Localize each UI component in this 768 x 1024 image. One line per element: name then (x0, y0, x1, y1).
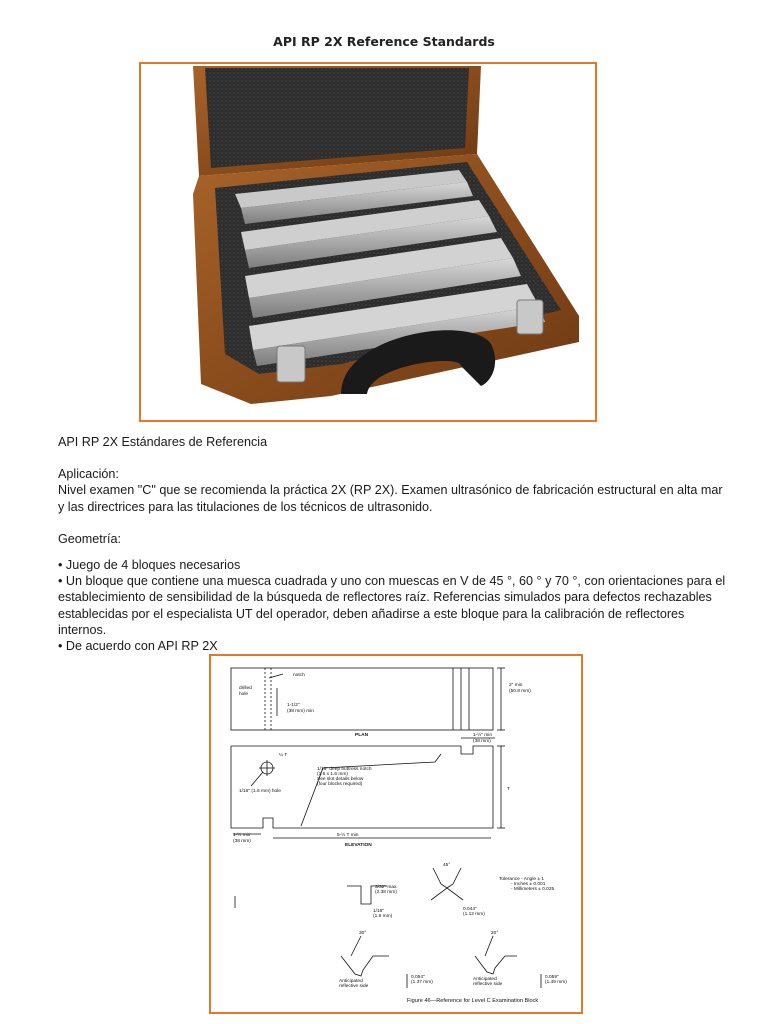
label-top-right-min: 1-½" min (473, 733, 493, 738)
bullet-item: • Un bloque que contiene una muesca cuadrada y uno con muescas en V de 45 °, 60 ° y 70 °, con orientaciones para el establecimiento de sensibilidad de la búsqueda de reflectores raíz. Referencias simulados para defectos rechazables establecidas por el especialista UT del operador, deben añadirse a este bloque para la calibración de reflectores internos. (58, 574, 726, 637)
geometria-label: Geometría: (58, 531, 121, 546)
bullet-item: • Juego de 4 bloques necesarios (58, 558, 241, 573)
label-buttress-3: See slot details below (317, 777, 364, 782)
label-50-8mm: (50.8 mm) (509, 689, 531, 694)
label-dim-1-5: 1-1/2" (287, 703, 300, 708)
bullet-item: • De acuerdo con API RP 2X (58, 639, 218, 654)
reference-block-case-photo (139, 62, 597, 422)
label-left-min: 1-½ min (233, 833, 251, 838)
label-reflective-2: reflective side (473, 982, 503, 987)
label-drilled: drilled (239, 686, 252, 691)
label-anticipated-1: Anticipated (339, 979, 363, 984)
label-reflective-1: reflective side (339, 984, 369, 989)
label-angle-30: 30° (359, 931, 367, 936)
body-text (58, 434, 728, 654)
label-plan: PLAN (355, 733, 369, 738)
label-2-min: 2" min (509, 683, 523, 688)
label-tolerance-1: Tolerance - Angle ± 1 (499, 877, 545, 882)
label-1-16: 1/16" (373, 909, 385, 914)
v-notch-30-detail (341, 956, 389, 976)
briefcase-illustration (141, 64, 595, 420)
label-anticipated-2: Anticipated (473, 977, 497, 982)
figure-caption: Figure 46—Reference for Level C Examination Block (407, 998, 539, 1004)
label-angle-45: 45° (443, 863, 451, 868)
reference-block-drawing (209, 654, 583, 1014)
label-0-054: 0.054" (411, 975, 425, 980)
label-1-49mm: (1.49 mm) (545, 980, 567, 985)
label-tolerance-2: - Inches ± 0.001 (511, 882, 546, 887)
label-1-6mm: (1.6 mm) (373, 914, 393, 919)
label-hole: hole (239, 692, 249, 697)
label-0-059: 0.059" (545, 975, 559, 980)
label-hole-size: 1/16" (1.6 mm) hole (239, 789, 281, 794)
left-latch (277, 346, 305, 382)
technical-drawing (211, 656, 581, 1012)
label-1-12mm: (1.12 mm) (463, 912, 485, 917)
v-notch-20-detail (475, 956, 517, 974)
label-0-044: 0.044" (463, 907, 477, 912)
label-left-38mm: (38 mm) (233, 839, 251, 844)
label-1-37mm: (1.37 mm) (411, 980, 433, 985)
elevation-view-outline (231, 746, 493, 828)
right-latch (517, 300, 543, 334)
label-length: 5-½ T min (337, 833, 359, 838)
label-buttress-2: (1.6 x 1.6 mm) (317, 772, 348, 777)
label-elevation: ELEVATION (345, 843, 372, 848)
label-top-right-mm: (38 mm) (473, 739, 491, 744)
label-angle-20: 20° (491, 931, 499, 936)
label-dim-38mm: (38 mm) min (287, 709, 314, 714)
label-2-38mm: (2.38 mm) (375, 890, 397, 895)
label-tolerance-3: - Millimeters ± 0.025 (511, 887, 555, 892)
page-title: API RP 2X Reference Standards (273, 34, 495, 49)
aplicacion-label: Aplicación: (58, 467, 119, 482)
label-buttress-4: (four blocks required) (317, 782, 363, 787)
label-buttress-1: 1/16" deep buttress notch (317, 767, 372, 772)
aplicacion-text: Nivel examen "C" que se recomienda la práctica 2X (RP 2X). Examen ultrasónico de fabricación estructural en alta mar y las directrices para las titulaciones de los técnicos de ultrasonido. (58, 483, 723, 514)
label-t: T (507, 787, 510, 792)
label-quarter-t: ¼ T (279, 753, 288, 758)
section-heading: API RP 2X Estándares de Referencia (58, 435, 268, 449)
label-3-32-max: 3/32" max. (375, 885, 398, 890)
label-notch: notch (293, 673, 305, 678)
